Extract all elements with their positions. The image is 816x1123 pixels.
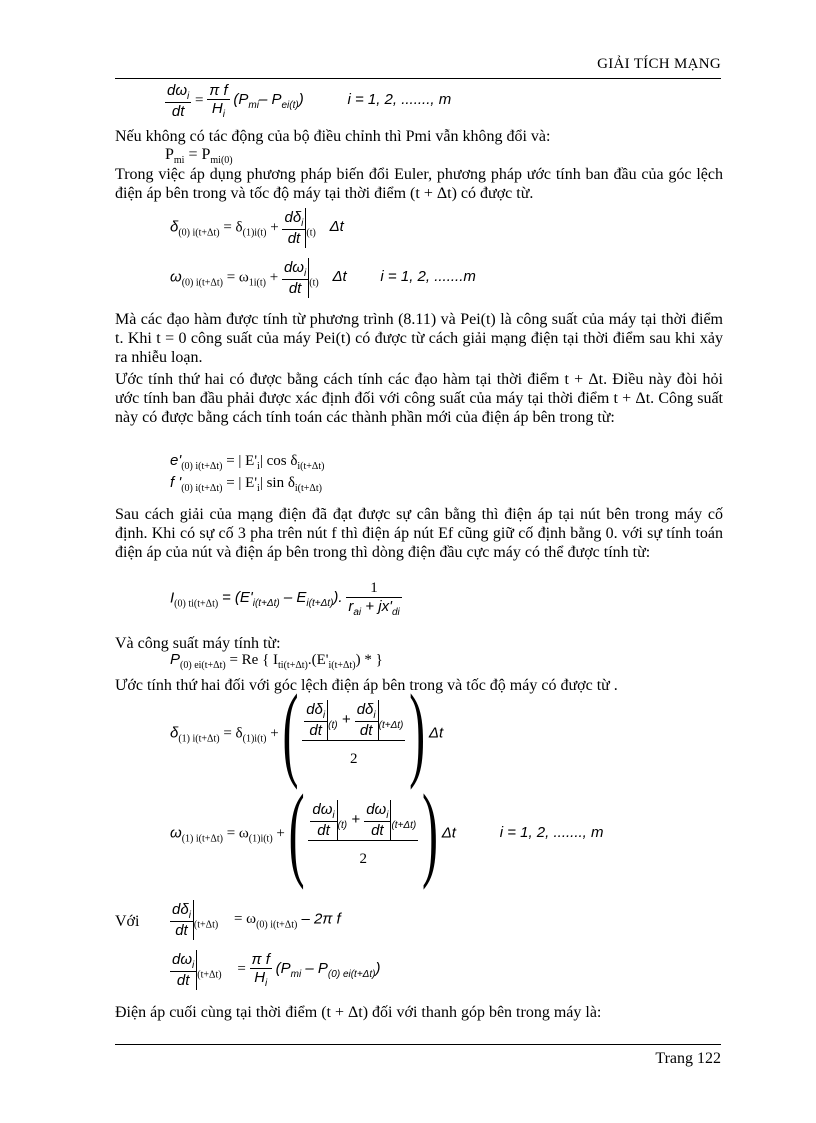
paragraph-5: Sau cách giải của mạng điện đã đạt được sự cân bằng thì điện áp tại nút bên trong máy cố định. Khi có sự cố 3 pha trên nút f thì điện áp nút Ef cũng giữ cố định bằng 0. với sự tính toán điện áp của nút và điện áp bên trong thì dòng điện đầu cực máy có thể được tính từ: bbox=[115, 506, 723, 561]
equation-e-component: $e'_{(0) i(t+\Delta t)}$ = | $E'_i|$ $\cos \delta_{i(t+\Delta t)}$ bbox=[170, 452, 325, 472]
equation-omega-derivative: $\frac{d\omega_i}{dt}$ = $\frac{\text{π f}}{H_i}$ ($P_{mi}-$ $P_{ei(t)}$) i = 1, 2, ......., m bbox=[167, 82, 452, 120]
equation-terminal-current: $I_{(0) ti(t+\Delta t)} = (E'_{i(t+\Delta t)} - E_{i(t+\Delta t)})$. $\frac{1}{r_{ai} + jx'_{di}}$ bbox=[170, 580, 400, 618]
paragraph-1: Nếu không có tác động của bộ điều chỉnh thì Pmi vẫn không đổi và: bbox=[115, 128, 551, 145]
equation-omega-estimate: $\omega_{(0) i(t+\Delta t)} = \omega_{1i(t)}$ + $\frac{d\omega_i}{dt}$ $_{(t)}$ Δt i = 1, 2, .......m bbox=[170, 259, 476, 297]
header-rule bbox=[115, 78, 721, 79]
paragraph-4: Ước tính thứ hai có được bằng cách tính các đạo hàm tại thời điểm t + Δt. Điều này đòi hỏi ước tính ban đầu phải được xác định đối với công suất của máy tại thời điểm t + Δt. Công suất này có được bằng cách tính toán các thành phần mới của điện áp bên trong từ: bbox=[115, 371, 723, 426]
header-title: GIẢI TÍCH MẠNG bbox=[597, 56, 721, 72]
equation-delta-estimate: $\delta_{(0) i(t+\Delta t)} = \delta_{(1)i(t)}$ + $\frac{d\delta_i}{dt}$ $_{(t)}$ Δt bbox=[170, 209, 344, 247]
equation-delta-derivative: $\frac{d\delta_i}{dt}$ $_{(t+\Delta t)} = \omega_{(0) i(t+\Delta t)} - 2\pi$ f bbox=[172, 901, 341, 939]
voi-label: Với bbox=[115, 913, 140, 930]
paragraph-2: Trong việc áp dụng phương pháp biến đổi Euler, phương pháp ước tính ban đầu của góc lệch điện áp bên trong và tốc độ máy tại thời điểm (t + Δt) có được từ. bbox=[115, 166, 723, 202]
paragraph-7: Ước tính thứ hai đối với góc lệch điện áp bên trong và tốc độ máy có được từ . bbox=[115, 677, 618, 694]
equation-pmi: $P_{mi} = P_{mi(0)}$ bbox=[165, 146, 233, 167]
page-number: Trang 122 bbox=[655, 1050, 721, 1067]
paragraph-3: Mà các đạo hàm được tính từ phương trình (8.11) và Pei(t) là công suất của máy tại thời điểm t. Khi t = 0 công suất của máy Pei(t) có được từ cách giải mạng điện tại thời điểm sau khi xảy ra nhiễu loạn. bbox=[115, 311, 723, 366]
equation-delta-second-estimate: $\delta_{(1) i(t+\Delta t)} = \delta_{(1)i(t)}$ + ( $\frac{d\delta_i}{dt}$ $_{(t)}$ + $\frac{d\delta_i}{dt}$ $_{(t+\Delta t)}$ 2 ) Δt bbox=[170, 674, 444, 792]
equation-machine-power: $P_{(0) ei(t+\Delta t)} = Re$ { $I_{ti(t+\Delta t)}.(E'_{i(t+\Delta t)})$ * } bbox=[170, 651, 383, 671]
equation-omega-second-estimate: $\omega_{(1) i(t+\Delta t)} = \omega_{(1)i(t)}$ + ( $\frac{d\omega_i}{dt}$ $_{(t)}$ + $\frac{d\omega_i}{dt}$ $_{(t+\Delta t)}$ 2 ) Δt i = 1, 2, ......., m bbox=[170, 774, 604, 892]
paragraph-6: Và công suất máy tính từ: bbox=[115, 635, 281, 652]
paragraph-8: Điện áp cuối cùng tại thời điểm (t + Δt) đối với thanh góp bên trong máy là: bbox=[115, 1004, 602, 1021]
footer-rule bbox=[115, 1044, 721, 1045]
equation-f-component: f '$_{(0) i(t+\Delta t)}$ = | $E'_i|$ $\sin \delta_{i(t+\Delta t)}$ bbox=[170, 474, 322, 494]
equation-omega-derivative-final: $\frac{d\omega_i}{dt}$ $_{(t+\Delta t)}$ = $\frac{\text{π f}}{H_i}$ $(P_{mi} - P_{(0) ei(t+\Delta t)})$ bbox=[172, 951, 381, 989]
